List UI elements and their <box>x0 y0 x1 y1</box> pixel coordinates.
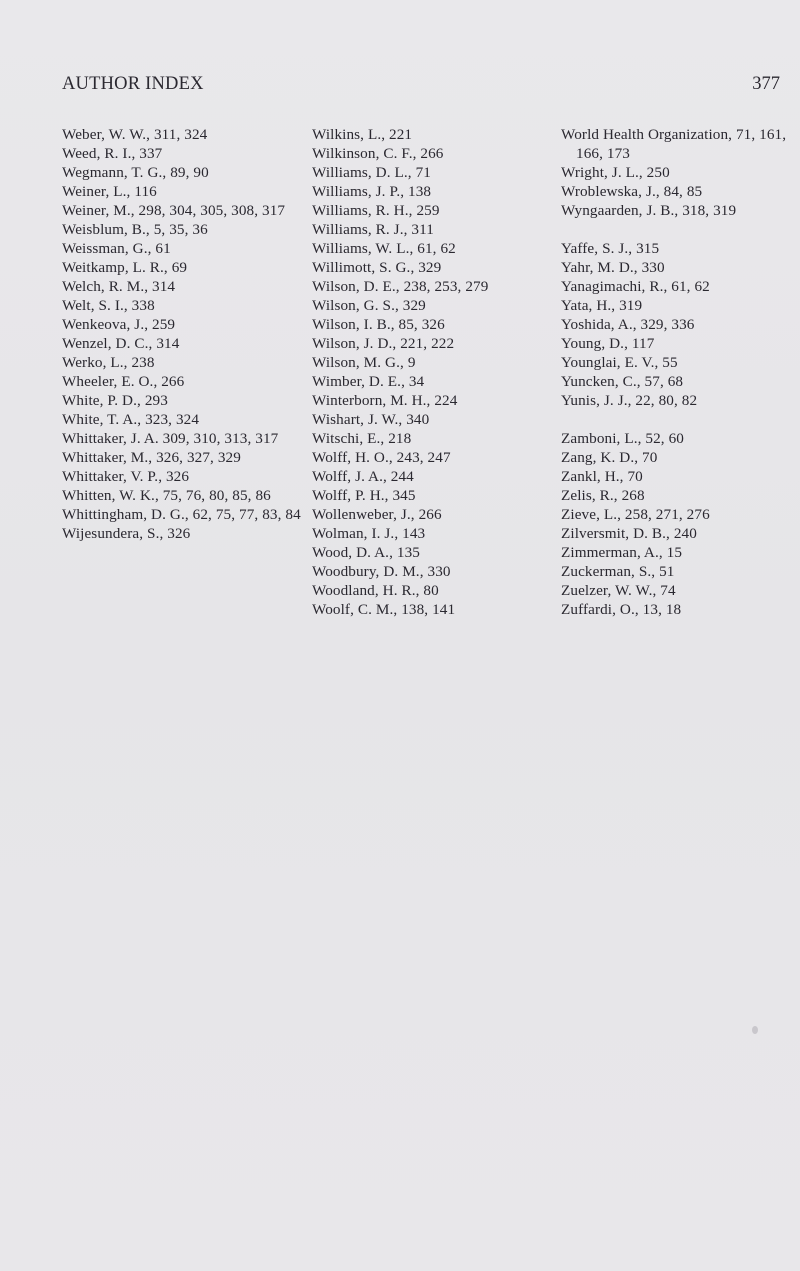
page-number: 377 <box>752 74 780 94</box>
index-entry: Wollenweber, J., 266 <box>312 506 442 523</box>
index-entry: Welch, R. M., 314 <box>62 278 176 295</box>
index-entry: Zilversmit, D. B., 240 <box>561 525 697 542</box>
index-entry: Wenzel, D. C., 314 <box>62 335 180 352</box>
index-entry: Weitkamp, L. R., 69 <box>62 259 188 276</box>
index-entry: Zang, K. D., 70 <box>561 449 658 466</box>
index-entry: Whittaker, V. P., 326 <box>62 468 190 485</box>
index-entry: Woodland, H. R., 80 <box>312 582 439 599</box>
index-entry: Woolf, C. M., 138, 141 <box>312 601 456 618</box>
index-entry: Weiner, L., 116 <box>62 183 157 200</box>
index-entry: Wilson, I. B., 85, 326 <box>312 316 445 333</box>
index-letter-group <box>312 125 547 619</box>
index-entry: Whittaker, M., 326, 327, 329 <box>62 449 241 466</box>
index-entry: Weissman, G., 61 <box>62 240 171 257</box>
index-entry: Zankl, H., 70 <box>561 468 643 485</box>
index-entry: Wilson, M. G., 9 <box>312 354 416 371</box>
index-entry: Whitten, W. K., 75, 76, 80, 85, 86 <box>62 487 271 504</box>
index-column-1 <box>62 125 302 543</box>
index-entry: Wolff, H. O., 243, 247 <box>312 449 451 466</box>
index-entry: Wilkinson, C. F., 266 <box>312 145 444 162</box>
index-entry: Werko, L., 238 <box>62 354 155 371</box>
index-entry: Zieve, L., 258, 271, 276 <box>561 506 710 523</box>
index-entry: Whittaker, J. A. 309, 310, 313, 317 <box>62 430 279 447</box>
index-letter-group <box>561 239 796 410</box>
index-entry: Yunis, J. J., 22, 80, 82 <box>561 392 698 409</box>
index-entry: Yaffe, S. J., 315 <box>561 240 660 257</box>
index-entry: Yanagimachi, R., 61, 62 <box>561 278 710 295</box>
index-entry: Wolman, I. J., 143 <box>312 525 426 542</box>
index-entry: White, P. D., 293 <box>62 392 168 409</box>
index-entry: Wolff, P. H., 345 <box>312 487 416 504</box>
index-entry: Zuckerman, S., 51 <box>561 563 675 580</box>
index-letter-group <box>561 429 796 619</box>
index-entry: Williams, R. H., 259 <box>312 202 440 219</box>
index-entry: Williams, J. P., 138 <box>312 183 432 200</box>
index-entry: Wijesundera, S., 326 <box>62 525 191 542</box>
running-header <box>62 74 780 100</box>
index-entry: Young, D., 117 <box>561 335 655 352</box>
page-title: AUTHOR INDEX <box>62 74 204 94</box>
index-entry: Wilson, G. S., 329 <box>312 297 426 314</box>
index-entry: Zelis, R., 268 <box>561 487 645 504</box>
index-entry: Wilson, J. D., 221, 222 <box>312 335 455 352</box>
index-entry: Wenkeova, J., 259 <box>62 316 176 333</box>
index-entry: Younglai, E. V., 55 <box>561 354 678 371</box>
index-entry: Wheeler, E. O., 266 <box>62 373 185 390</box>
index-entry: World Health Organization, 71, 161, 166, 173 <box>561 126 787 162</box>
index-entry: Willimott, S. G., 329 <box>312 259 442 276</box>
index-column-3 <box>561 125 796 619</box>
index-entry: Zimmerman, A., 15 <box>561 544 683 561</box>
index-entry: Woodbury, D. M., 330 <box>312 563 451 580</box>
index-entry: Wroblewska, J., 84, 85 <box>561 183 703 200</box>
index-entry: White, T. A., 323, 324 <box>62 411 200 428</box>
index-entry: Wegmann, T. G., 89, 90 <box>62 164 209 181</box>
index-entry: Weiner, M., 298, 304, 305, 308, 317 <box>62 202 286 219</box>
index-entry: Wood, D. A., 135 <box>312 544 420 561</box>
index-entry: Yahr, M. D., 330 <box>561 259 665 276</box>
index-entry: Wilkins, L., 221 <box>312 126 413 143</box>
index-entry: Witschi, E., 218 <box>312 430 412 447</box>
index-entry: Williams, D. L., 71 <box>312 164 431 181</box>
index-entry: Weber, W. W., 311, 324 <box>62 126 208 143</box>
index-entry: Whittingham, D. G., 62, 75, 77, 83, 84 <box>62 506 301 523</box>
index-entry: Winterborn, M. H., 224 <box>312 392 458 409</box>
index-entry: Wolff, J. A., 244 <box>312 468 414 485</box>
index-entry: Wyngaarden, J. B., 318, 319 <box>561 202 737 219</box>
index-entry: Williams, R. J., 311 <box>312 221 434 238</box>
index-entry: Williams, W. L., 61, 62 <box>312 240 456 257</box>
index-entry: Wilson, D. E., 238, 253, 279 <box>312 278 489 295</box>
index-entry: Yoshida, A., 329, 336 <box>561 316 695 333</box>
index-entry: Wimber, D. E., 34 <box>312 373 425 390</box>
index-letter-group <box>561 125 796 220</box>
index-column-2 <box>312 125 547 619</box>
index-entry: Yata, H., 319 <box>561 297 643 314</box>
index-letter-group <box>62 125 302 543</box>
index-entry: Zuelzer, W. W., 74 <box>561 582 676 599</box>
index-entry: Wishart, J. W., 340 <box>312 411 430 428</box>
index-entry: Zamboni, L., 52, 60 <box>561 430 684 447</box>
index-entry: Weisblum, B., 5, 35, 36 <box>62 221 208 238</box>
paper-speck <box>752 1026 758 1034</box>
index-entry: Weed, R. I., 337 <box>62 145 163 162</box>
index-entry: Wright, J. L., 250 <box>561 164 670 181</box>
index-entry: Welt, S. I., 338 <box>62 297 155 314</box>
index-entry: Yuncken, C., 57, 68 <box>561 373 684 390</box>
index-entry: Zuffardi, O., 13, 18 <box>561 601 682 618</box>
